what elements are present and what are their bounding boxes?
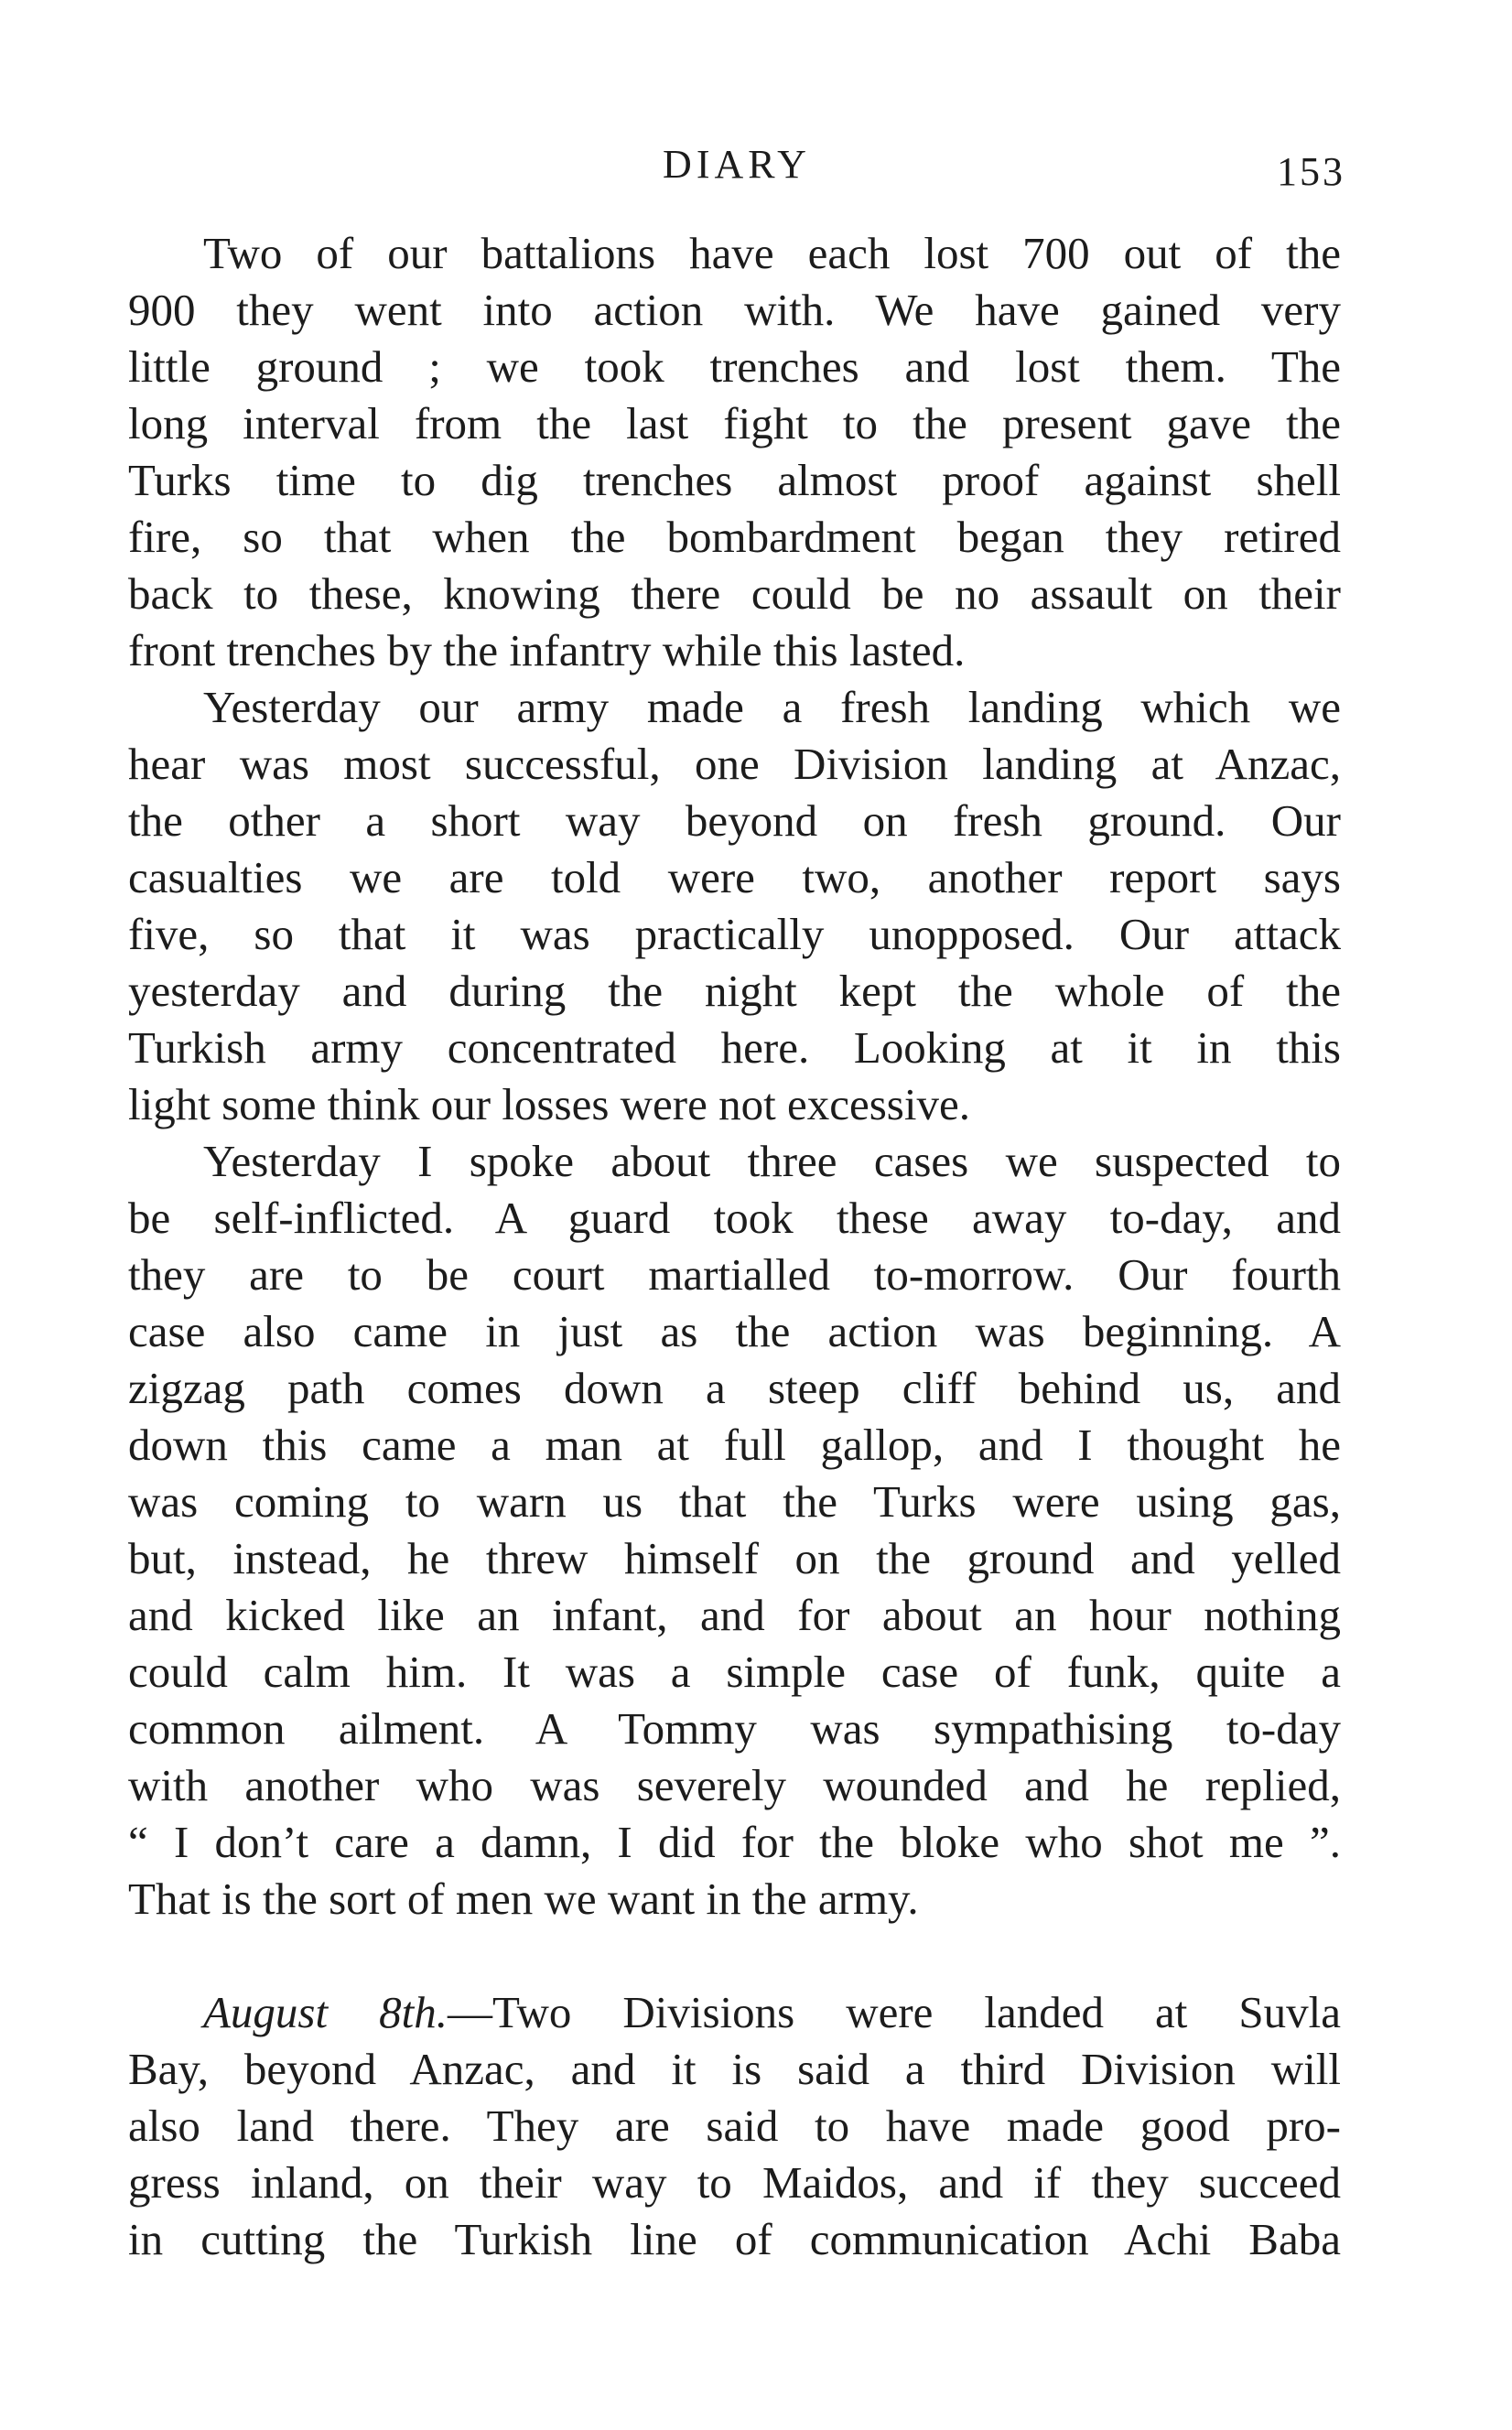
text-line: Yesterday our army made a fresh landing which we xyxy=(203,682,1341,732)
text-line: be self-inflicted. A guard took these away to-day, and xyxy=(128,1193,1341,1243)
text-line: back to these, knowing there could be no assault on their xyxy=(128,568,1341,619)
text-line: That is the sort of men we want in the army. xyxy=(128,1874,919,1924)
text-line: Two of our battalions have each lost 700 out of the xyxy=(203,228,1341,278)
diary-entry-august-8 xyxy=(128,1984,1341,2268)
text-line: hear was most successful, one Division landing at Anzac, xyxy=(128,739,1341,789)
text-line: Yesterday I spoke about three cases we suspected to xyxy=(203,1136,1341,1186)
text-line: fire, so that when the bombardment began they retired xyxy=(128,512,1341,562)
text-line: long interval from the last fight to the present gave the xyxy=(128,398,1341,448)
text-line: five, so that it was practically unopposed. Our attack xyxy=(128,909,1341,959)
text-line: Turkish army concentrated here. Looking at it in this xyxy=(128,1022,1341,1073)
entry-date: August 8th. xyxy=(203,1987,448,2037)
text-line: was coming to warn us that the Turks were using gas, xyxy=(128,1476,1341,1527)
text-line: down this came a man at full gallop, and I thought he xyxy=(128,1420,1341,1470)
text-line: but, instead, he threw himself on the ground and yelled xyxy=(128,1533,1341,1583)
text-line: light some think our losses were not excessive. xyxy=(128,1079,970,1129)
text-line: with another who was severely wounded and he replied, xyxy=(128,1760,1341,1810)
text-line: also land there. They are said to have made good pro- xyxy=(128,2101,1341,2151)
text-line: “ I don’t care a damn, I did for the bloke who shot me ”. xyxy=(128,1817,1341,1867)
page-number: 153 xyxy=(1277,149,1345,194)
text-line: 900 they went into action with. We have gained very xyxy=(128,285,1341,335)
text-line: yesterday and during the night kept the whole of the xyxy=(128,966,1341,1016)
paragraph-self-inflicted xyxy=(128,1133,1341,1928)
text-line: case also came in just as the action was beginning. A xyxy=(128,1306,1341,1356)
text-line: could calm him. It was a simple case of funk, quite a xyxy=(128,1647,1341,1697)
paragraph-landing xyxy=(128,679,1341,1133)
text-line: in cutting the Turkish line of communication Achi Baba xyxy=(128,2214,1341,2264)
text-line: the other a short way beyond on fresh ground. Our xyxy=(128,795,1341,846)
text-line: gress inland, on their way to Maidos, and if they succeed xyxy=(128,2157,1341,2208)
text-line: little ground ; we took trenches and lost them. The xyxy=(128,341,1341,392)
text-line: Bay, beyond Anzac, and it is said a third Division will xyxy=(128,2044,1341,2094)
text-line: zigzag path comes down a steep cliff behind us, and xyxy=(128,1363,1341,1413)
entry-spacer xyxy=(128,1928,1341,1984)
text-line: common ailment. A Tommy was sympathising to-day xyxy=(128,1703,1341,1754)
entry-first-line xyxy=(128,1984,1341,2041)
text-line: they are to be court martialled to-morrow. Our fourth xyxy=(128,1249,1341,1300)
entry-first-line-text: —Two Divisions were landed at Suvla xyxy=(447,1987,1341,2037)
running-title: DIARY xyxy=(663,142,811,187)
text-line: Turks time to dig trenches almost proof against shell xyxy=(128,455,1341,505)
paragraph-battalions xyxy=(128,225,1341,679)
body-text xyxy=(128,225,1341,2268)
running-head xyxy=(128,137,1345,192)
text-line: and kicked like an infant, and for about an hour nothing xyxy=(128,1590,1341,1640)
text-line: front trenches by the infantry while this lasted. xyxy=(128,625,966,675)
text-line: casualties we are told were two, another report says xyxy=(128,852,1341,902)
